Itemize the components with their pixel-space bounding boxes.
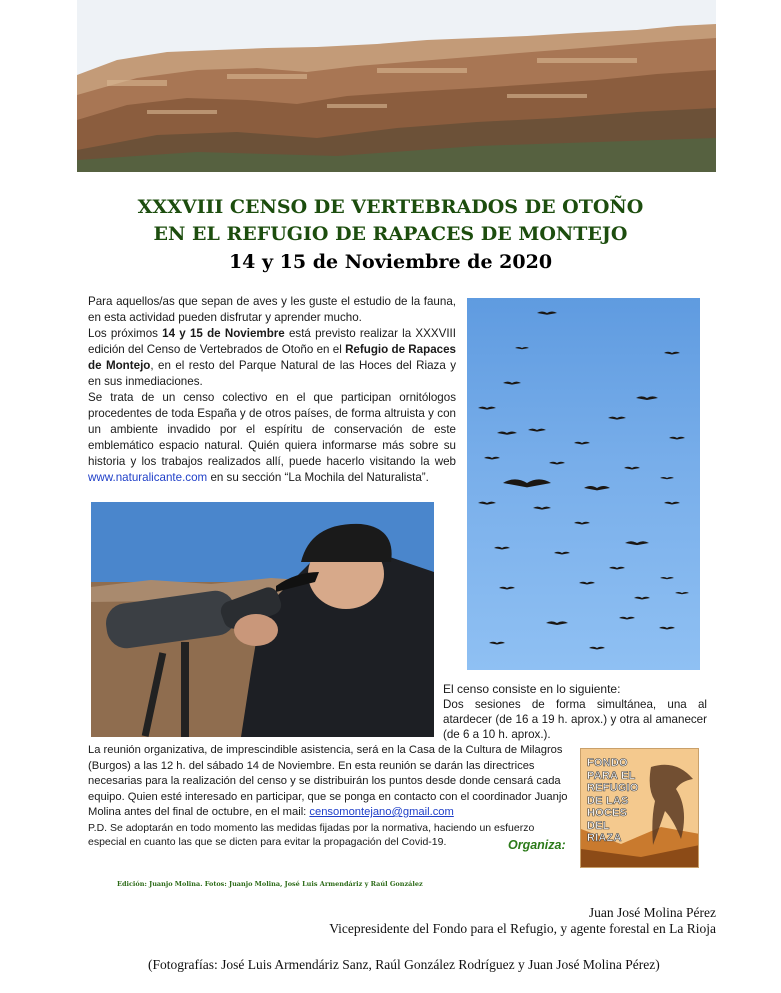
bird-silhouette xyxy=(546,621,568,625)
intro-paragraph-3 xyxy=(88,390,456,486)
edition-credits: Edición: Juanjo Molina. Fotos: Juanjo Molina, José Luis Armendáriz y Raúl González xyxy=(117,880,423,888)
title-line-1: XXXVIII CENSO DE VERTEBRADOS DE OTOÑO xyxy=(137,196,644,218)
bird-silhouette xyxy=(497,432,517,435)
bird-silhouette xyxy=(478,407,496,410)
bird-silhouette xyxy=(664,352,680,355)
organiza-label: Organiza: xyxy=(508,838,566,852)
bird-silhouette xyxy=(554,552,570,555)
bird-silhouette xyxy=(624,467,640,470)
bird-silhouette xyxy=(574,522,590,525)
bird-silhouette xyxy=(574,442,590,445)
bird-silhouette xyxy=(494,547,510,550)
photo-credits: (Fotografías: José Luis Armendáriz Sanz, Raúl González Rodríguez y Juan José Molina Pérez) xyxy=(148,957,660,972)
intro-dates-bold: 14 y 15 de Noviembre xyxy=(162,327,285,340)
bird-silhouette xyxy=(608,417,626,420)
census-text: Dos sesiones de forma simultánea, una al atardecer (de 16 a 19 h. aprox.) y otra al amanecer (de 6 a 10 h. aprox.). xyxy=(443,698,707,741)
bird-silhouette xyxy=(609,567,625,570)
bird-silhouette xyxy=(537,312,557,315)
banner-canyon-photo xyxy=(77,0,716,172)
bird-silhouette xyxy=(664,502,680,505)
page-title xyxy=(60,194,721,276)
website-link[interactable]: www.naturalicante.com xyxy=(88,471,208,484)
bird-silhouette xyxy=(549,462,565,465)
bird-silhouette xyxy=(503,382,521,385)
meeting-text: La reunión organizativa, de imprescindible asistencia, será en la Casa de la Cultura de Milagros (Burgos) a las 12 h. del sábado 14 de Noviembre. En esta reunión se darán las directrices necesarias para la realización del censo y se distribuirán los puntos desde donde censará cada equipo. Quien esté interesado en participar, que se ponga en contacto con el coordinador Juanjo Molina antes del final de octubre, en el mail: xyxy=(88,744,568,818)
census-heading: El censo consiste en lo siguiente: xyxy=(443,682,621,696)
census-description xyxy=(443,682,707,742)
bird-silhouette xyxy=(669,437,685,440)
birdwatcher-photo xyxy=(91,502,434,737)
bird-silhouette xyxy=(503,479,551,487)
bird-silhouette xyxy=(675,592,689,594)
title-line-2: EN EL REFUGIO DE RAPACES DE MONTEJO xyxy=(153,223,628,245)
logo-line: REFUGIO xyxy=(587,782,639,794)
logo-line: DE LAS xyxy=(587,794,629,807)
logo-text xyxy=(587,757,647,845)
logo-line: HOCES xyxy=(587,807,628,819)
intro-p2-text-c: , en el resto del Parque Natural de las Hoces del Riaza y en sus inmediaciones. xyxy=(88,359,457,388)
email-link[interactable]: censomontejano@gmail.com xyxy=(309,806,454,818)
bird-silhouette xyxy=(528,429,546,432)
bird-silhouette xyxy=(659,627,675,630)
intro-paragraph-2 xyxy=(88,326,456,390)
logo-line: FONDO xyxy=(587,757,628,769)
vultures-sky-photo xyxy=(467,298,700,670)
bird-silhouette xyxy=(589,647,605,650)
bird-silhouette xyxy=(634,597,650,600)
intro-paragraph-1: Para aquellos/as que sepan de aves y les guste el estudio de la fauna, en esta actividad pueden disfrutar y aprender mucho. xyxy=(88,295,456,324)
bird-silhouette xyxy=(636,396,658,400)
bird-silhouette xyxy=(625,541,649,545)
meeting-paragraph xyxy=(88,743,571,821)
intro-text xyxy=(88,294,456,486)
bird-silhouette xyxy=(499,587,515,590)
intro-p2-text-b: está previsto realizar la XXXVIII edición del Censo de Vertebrados de Otoño en el xyxy=(88,327,456,356)
bird-silhouette xyxy=(619,617,635,620)
bird-silhouette xyxy=(584,486,610,490)
bird-silhouette xyxy=(660,577,674,579)
signature-role: Vicepresidente del Fondo para el Refugio, y agente forestal en La Rioja xyxy=(329,921,716,936)
bird-silhouette xyxy=(579,582,595,585)
bird-silhouette xyxy=(478,502,496,505)
bird-silhouette xyxy=(489,642,505,645)
fondo-refugio-logo xyxy=(580,748,699,868)
meeting-info xyxy=(88,743,571,849)
intro-p3-text-a: Se trata de un censo colectivo en el que participan ornitólogos procedentes de toda España y de otros países, de forma altruista y con un ambiente invadido por el espíritu de conservación de este emblemático espacio natural. Quién quiera informarse más sobre su historia y los trabajos realizados allí, puede hacerlo visitando la web xyxy=(88,391,456,468)
bird-silhouette xyxy=(515,347,529,349)
logo-line: RIAZA xyxy=(587,832,622,844)
bird-silhouette xyxy=(533,507,551,510)
bird-silhouette xyxy=(484,457,500,460)
intro-place-bold: Refugio de Rapaces de Montejo xyxy=(88,343,456,372)
logo-line: DEL xyxy=(587,819,610,832)
intro-p3-text-b: en su sección “La Mochila del Naturalista”. xyxy=(207,471,429,484)
signature-name: Juan José Molina Pérez xyxy=(588,905,716,920)
logo-line: PARA EL xyxy=(587,769,636,782)
title-dates: 14 y 15 de Noviembre de 2020 xyxy=(228,251,553,273)
bird-silhouette xyxy=(660,477,674,479)
intro-p2-text-a: Los próximos xyxy=(88,327,163,340)
postscript-note: P.D. Se adoptarán en todo momento las medidas fijadas por la normativa, haciendo un esfuerzo especial en cuanto las que se dicten para evitar la propagación del Covid-19. xyxy=(88,821,535,848)
